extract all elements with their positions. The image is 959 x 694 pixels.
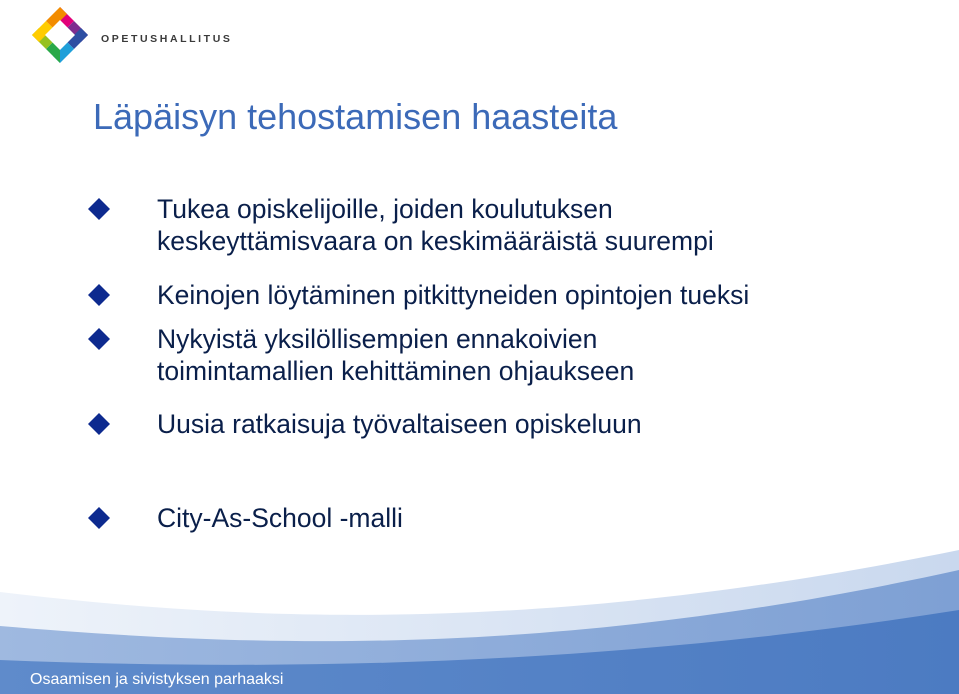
bullet-text (157, 279, 749, 311)
bullet-text (157, 323, 634, 387)
footer-band (0, 540, 959, 694)
diamond-bullet-icon (88, 328, 110, 350)
diamond-logo-icon (31, 6, 89, 64)
bullet-line: City-As-School -malli (157, 503, 403, 533)
bullet-line: Uusia ratkaisuja työvaltaiseen opiskeluun (157, 409, 642, 439)
slide-title: Läpäisyn tehostamisen haasteita (93, 96, 618, 137)
bullet-line: keskeyttämisvaara on keskimääräistä suurempi (157, 226, 714, 256)
diamond-bullet-icon (88, 413, 110, 435)
diamond-bullet-icon (88, 284, 110, 306)
opetushallitus-logo (31, 6, 233, 64)
logo-wordmark: OPETUSHALLITUS (101, 33, 233, 45)
footer-slogan: Osaamisen ja sivistyksen parhaaksi (30, 671, 284, 688)
bullet-line: Keinojen löytäminen pitkittyneiden opintojen tueksi (157, 280, 750, 310)
bullet-line: Tukea opiskelijoille, joiden koulutuksen (157, 194, 613, 224)
bullet-line: Nykyistä yksilöllisempien ennakoivien (157, 324, 598, 354)
bullet-text (157, 193, 714, 257)
bullet-text (157, 408, 642, 440)
bullet-text (157, 502, 403, 534)
diamond-bullet-icon (88, 507, 110, 529)
bullet-line: toimintamallien kehittäminen ohjaukseen (157, 356, 635, 386)
diamond-bullet-icon (88, 198, 110, 220)
